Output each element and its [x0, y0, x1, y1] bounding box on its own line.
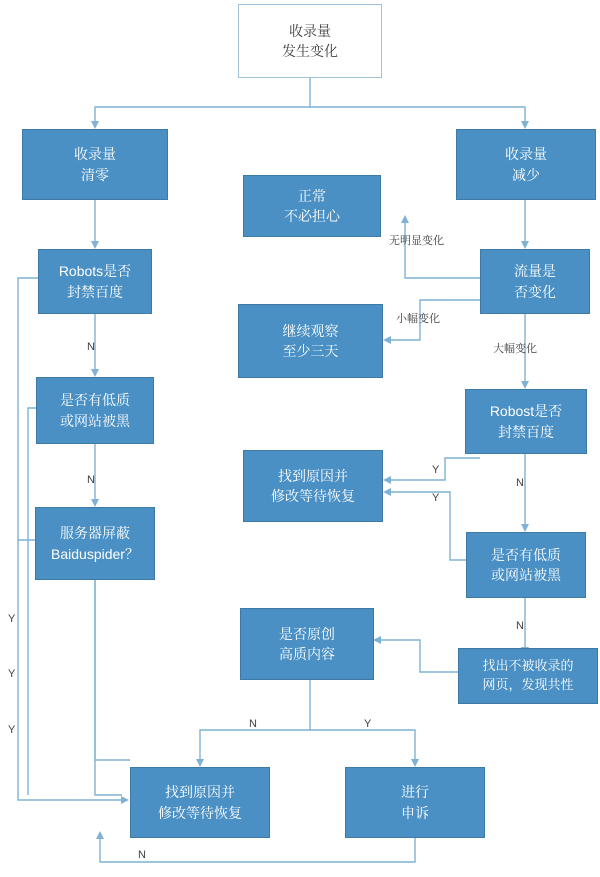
node-traffic-changed	[480, 249, 590, 314]
node-keep-observing-line-1: 继续观察	[282, 322, 339, 339]
node-low-quality-or-hacked-right	[466, 532, 586, 598]
node-start	[238, 4, 382, 78]
node-start-line-1: 收录量	[289, 22, 331, 39]
edge-label-original-n: N	[249, 718, 257, 730]
node-robots-blocks-baidu-left-line-2: 封禁百度	[67, 283, 123, 300]
node-normal-line-2: 不必担心	[284, 208, 340, 224]
node-traffic-changed-line-1: 流量是	[514, 263, 556, 280]
edge-label-robots-left-n: N	[87, 341, 95, 353]
node-file-appeal-line-2: 申诉	[401, 804, 429, 821]
node-original-high-quality	[240, 608, 374, 680]
node-low-quality-or-hacked-left	[36, 377, 154, 444]
node-traffic-changed-line-2: 否变化	[514, 283, 556, 300]
node-robots-blocks-baidu-left	[38, 249, 152, 314]
node-collection-decreased-line-1: 收录量	[505, 146, 547, 163]
node-collection-decreased-line-2: 减少	[512, 166, 540, 183]
edge-label-large-change: 大幅变化	[493, 343, 537, 355]
edge-label-small-change: 小幅变化	[396, 313, 440, 325]
node-fix-cause-wait-middle	[243, 450, 383, 522]
node-keep-observing-line-2: 至少三天	[282, 343, 339, 359]
node-find-unindexed-pages	[458, 648, 598, 704]
edge-label-original-y: Y	[364, 718, 372, 730]
edge-label-lowq-left-n: N	[87, 474, 95, 486]
node-collection-cleared-line-2: 清零	[81, 166, 109, 183]
node-normal-line-1: 正常	[298, 187, 326, 204]
node-low-quality-or-hacked-left-line-1: 是否有低质	[60, 392, 130, 409]
edge-label-lowq-right-y: Y	[432, 492, 440, 504]
edge-label-no-obvious-change: 无明显变化	[389, 235, 444, 247]
node-low-quality-or-hacked-right-line-2: 或网站被黑	[491, 567, 561, 583]
node-fix-cause-wait-middle-line-1: 找到原因并	[278, 467, 348, 484]
node-server-blocks-baiduspider-line-1: 服务器屏蔽	[60, 525, 130, 542]
node-collection-decreased	[456, 129, 596, 200]
node-keep-observing	[238, 304, 383, 378]
edge-label-robots-right-y: Y	[432, 464, 440, 476]
node-fix-cause-wait-bottom-line-1: 找到原因并	[165, 784, 235, 801]
node-server-blocks-baiduspider	[35, 507, 155, 580]
node-start-line-2: 发生变化	[282, 43, 338, 59]
node-robots-blocks-baidu-left-line-1: Robots是否	[58, 263, 132, 280]
node-robots-blocks-baidu-right-line-1: Robost是否	[489, 403, 563, 420]
node-collection-cleared-line-1: 收录量	[74, 146, 116, 163]
node-find-unindexed-pages-line-1: 找出不被收录的	[482, 658, 574, 674]
node-fix-cause-wait-bottom	[130, 767, 270, 838]
node-robots-blocks-baidu-right	[465, 389, 587, 454]
node-normal	[243, 175, 381, 237]
node-fix-cause-wait-middle-line-2: 修改等待恢复	[271, 488, 355, 504]
node-collection-cleared	[22, 129, 168, 200]
node-fix-cause-wait-bottom-line-2: 修改等待恢复	[158, 804, 242, 821]
node-find-unindexed-pages-line-2: 网页，发现共性	[482, 677, 574, 692]
edge-label-robots-right-n: N	[516, 477, 524, 489]
node-low-quality-or-hacked-right-line-1: 是否有低质	[491, 546, 561, 563]
edge-label-lowq-right-n: N	[516, 620, 524, 632]
edge-label-server-y2: Y	[8, 668, 16, 680]
node-low-quality-or-hacked-left-line-2: 或网站被黑	[60, 412, 130, 429]
node-original-high-quality-line-2: 高质内容	[279, 646, 335, 662]
node-robots-blocks-baidu-right-line-2: 封禁百度	[498, 423, 554, 440]
node-server-blocks-baiduspider-line-2: Baiduspider？	[51, 545, 139, 562]
edge-label-bottom-n: N	[138, 849, 146, 861]
node-file-appeal	[345, 767, 485, 838]
edge-label-server-y3: Y	[8, 724, 16, 736]
edge-label-server-y: Y	[8, 613, 16, 625]
node-file-appeal-line-1: 进行	[401, 784, 429, 801]
node-original-high-quality-line-1: 是否原创	[279, 625, 335, 642]
